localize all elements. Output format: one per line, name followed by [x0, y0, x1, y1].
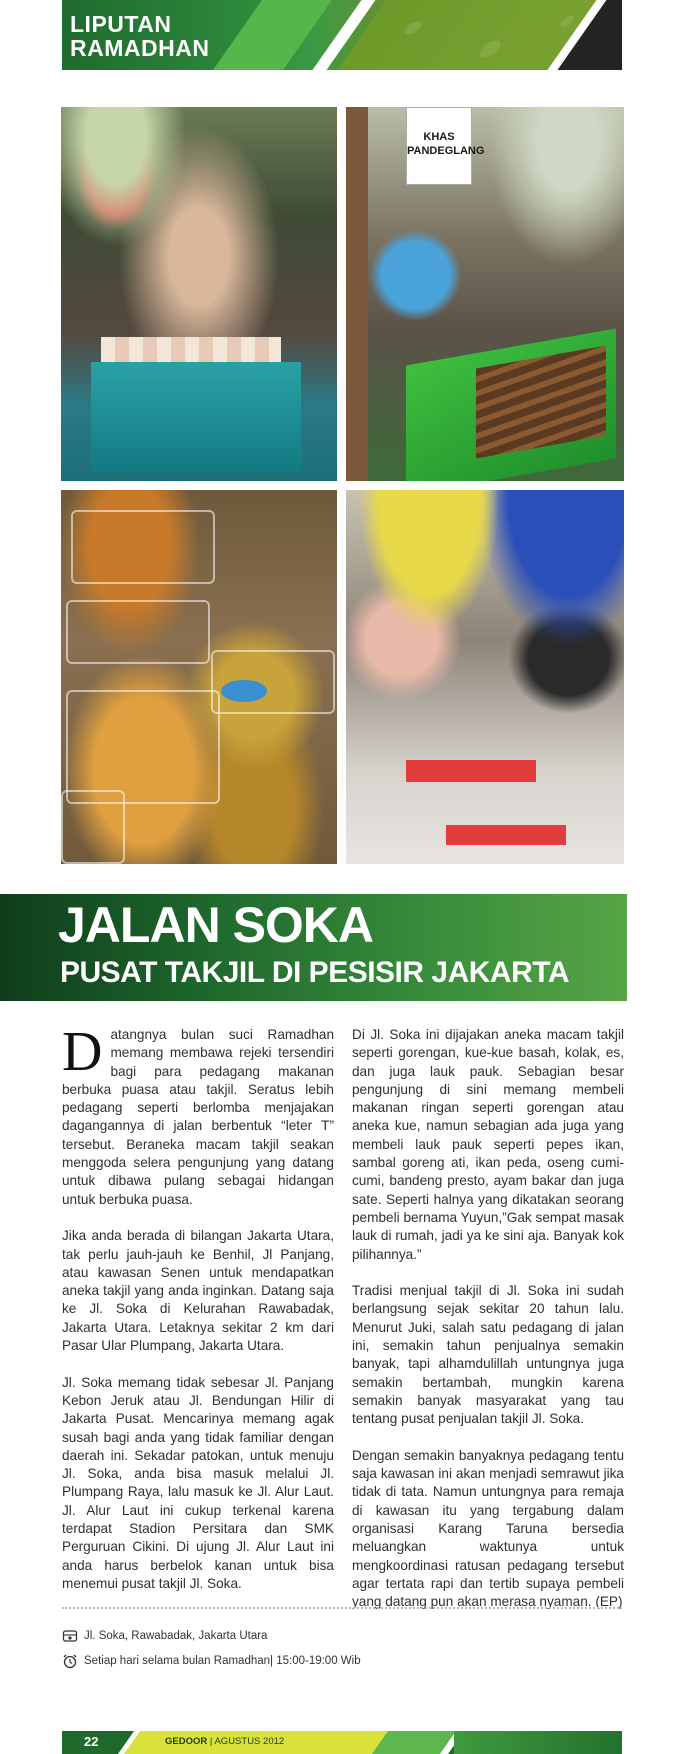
page-number: 22	[84, 1734, 99, 1749]
map-marker-icon	[62, 1628, 78, 1644]
section-title-line1: LIPUTAN	[70, 11, 172, 37]
stall-sign-line2: PANDEGLANG	[407, 145, 485, 157]
article-paragraph: Tradisi menjual takjil di Jl. Soka ini sudah berlangsung sejak sekitar 20 tahun lalu. Menurut Juki, salah satu pedagang di jalan ini, semakin tahun penjualnya semakin banyak, tapi alhamdulillah untungnya juga semakin bertambah, mungkin karena semakin banyak masyarakat yang tau tentang pusat penjualan takjil Jl. Soka.	[352, 1283, 624, 1427]
article-paragraph: Dengan semakin banyaknya pedagang tentu saja kawasan ini akan menjadi semrawut jika tidak di tata. Namun untungnya para remaja di kawasan itu yang tergabung dalam organisasi Karang Taruna bersedia meluangkan waktunya untuk mengkoordinasi ratusan pedagang tersebut agar tertata rapi dan tertib supaya pembeli yang datang pun akan merasa nyaman. (EP)	[352, 1447, 624, 1610]
article-paragraph: Jl. Soka memang tidak sebesar Jl. Panjang Kebon Jeruk atau Jl. Bendungan Hilir di Jakarta Pusat. Mencarinya memang agak susah bagi anda yang tidak familiar dengan daerah ini. Sekadar patokan, untuk menuju Jl. Soka, anda bisa masuk melalui Jl. Plumpang Raya, lalu masuk ke Jl. Alur Laut. Jl. Alur Laut ini cukup terkenal karena terdapat Stadion Persitara dan SMK Perguruan Cikini. Di ujung Jl. Alur Laut ini anda harus berbelok kanan untuk bisa menemui pusat takjil Jl. Soka.	[62, 1374, 334, 1591]
photo-takjil-vendors	[346, 490, 624, 864]
info-schedule	[62, 1653, 361, 1669]
photo-food-containers	[61, 490, 337, 864]
alarm-clock-icon	[62, 1653, 78, 1669]
article-paragraph: Jika anda berada di bilangan Jakarta Utara, tak perlu jauh-jauh ke Benhil, Jl Panjang, atau kawasan Senen untuk mendapatkan aneka takjil yang anda inginkan. Datang saja ke Jl. Soka di Kelurahan Rawabadak, Jakarta Utara. Letaknya sekitar 2 km dari Pasar Ular Plumpang, Jakarta Utara.	[62, 1228, 334, 1354]
dotted-divider	[62, 1607, 622, 1609]
info-schedule-text: Setiap hari selama bulan Ramadhan| 15:00-19:00 Wib	[84, 1655, 361, 1667]
article-paragraph: Di Jl. Soka ini dijajakan aneka macam takjil seperti gorengan, kue-kue basah, kolak, es, dan juga lauk pauk. Sebagian besar pengunjung di sini memang membeli makanan ringan seperti gorengan atau aneka kue, namun sebagian ada juga yang membeli lauk pauk seperti pepes ikan, sambal goreng ati, ikan peda, oseng cumi-cumi, bandeng presto, ayam bakar dan juga sate. Seperti halnya yang dikatakan seorang pembeli bernama Yuyun,”Gak sempat masak lauk di rumah, jadi ya ke sini aja. Banyak kok pilihannya.”	[352, 1027, 624, 1262]
section-title	[70, 12, 209, 60]
article-column-left	[62, 1021, 334, 1612]
photo-market-stall	[61, 107, 337, 481]
stall-sign	[406, 107, 485, 185]
magazine-name: GEDOOR	[165, 1736, 208, 1747]
article-column-right	[352, 1026, 624, 1630]
article-title: JALAN SOKA	[58, 897, 374, 953]
info-location-text: Jl. Soka, Rawabadak, Jakarta Utara	[84, 1630, 268, 1642]
issue-date: AGUSTUS 2012	[214, 1736, 285, 1747]
article-subtitle: PUSAT TAKJIL DI PESISIR JAKARTA	[60, 956, 570, 989]
section-title-line2: RAMADHAN	[70, 35, 210, 61]
section-banner	[62, 0, 622, 70]
stall-sign-line1: KHAS	[423, 131, 455, 143]
drop-cap: D	[62, 1021, 103, 1083]
photo-grilled-fish-stall	[346, 107, 624, 481]
magazine-issue: GEDOOR | AGUSTUS 2012	[165, 1736, 285, 1747]
article-paragraph: Datangnya bulan suci Ramadhan memang membawa rejeki tersendiri bagi para pedagang makanan berbuka puasa atau takjil. Seratus lebih pedagang seperti berlomba menjajakan dagangannya di jalan berbentuk “leter T” tersebut. Beraneka macam takjil seakan menggoda selera pengunjung yang datang untuk dibawa pulang sebagai hidangan untuk berbuka puasa.	[62, 1021, 334, 1207]
info-location	[62, 1628, 267, 1644]
footer-bar	[62, 1731, 622, 1754]
